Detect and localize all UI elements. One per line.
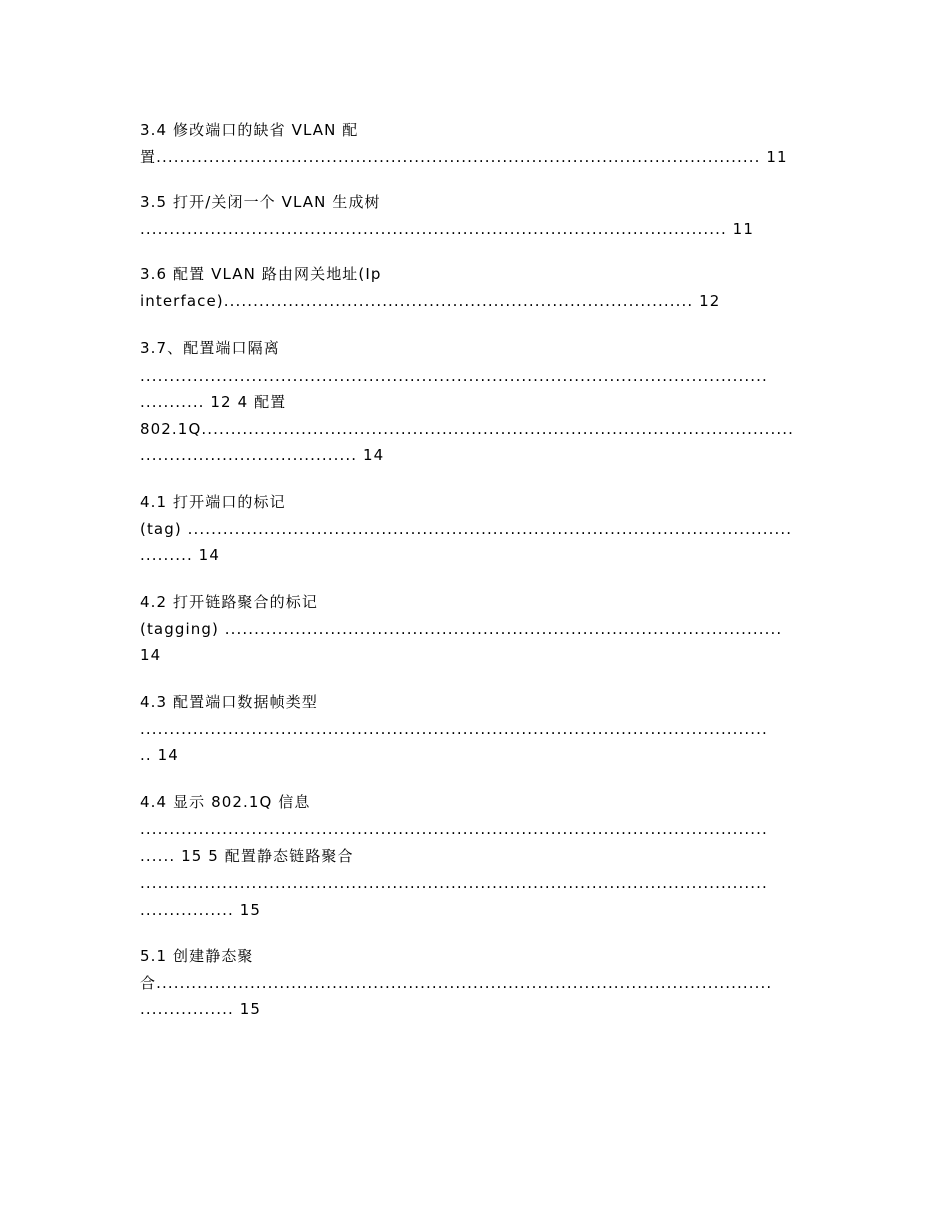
toc-entry-4-3-title: 4.3 配置端口数据帧类型 bbox=[140, 693, 318, 711]
toc-entry-4-2-page: 14 bbox=[140, 646, 162, 664]
toc-entry-3-5-title: 3.5 打开/关闭一个 VLAN 生成树 bbox=[140, 193, 381, 211]
toc-entry-4-4-page: ...... 15 5 配置静态链路聚合 bbox=[140, 847, 354, 865]
toc-entry-3-7-leader: ........................................................................................................... bbox=[140, 367, 768, 385]
toc-entry-4-leader: 802.1Q..................................................................................................... bbox=[140, 420, 795, 438]
toc-entry-5-1-leader: 合......................................................................................................... bbox=[140, 974, 773, 992]
toc-entry-4-1-leader: (tag) ....................................................................................................... bbox=[140, 520, 793, 538]
toc-entry-5-1-page: ................ 15 bbox=[140, 1000, 262, 1018]
toc-entry-3-5-leader: .................................................................................................... 11 bbox=[140, 220, 754, 238]
toc-entry-5-page: ................ 15 bbox=[140, 901, 262, 919]
toc-entry-4-2-title: 4.2 打开链路聚合的标记 bbox=[140, 593, 318, 611]
toc-entry-3-6-leader: interface)................................................................................ 12 bbox=[140, 292, 721, 310]
toc-entry-4-3-leader: ........................................................................................................... bbox=[140, 720, 768, 738]
toc-entry-4-2-leader: (tagging) ............................................................................................... bbox=[140, 620, 783, 638]
toc-entry-4-page: ..................................... 14 bbox=[140, 446, 385, 464]
toc-entry-5-1-title: 5.1 创建静态聚 bbox=[140, 947, 254, 965]
toc-entry-4-1-page: ......... 14 bbox=[140, 546, 220, 564]
toc-entry-4-4-leader: ........................................................................................................... bbox=[140, 820, 768, 838]
toc-entry-4-3-page: .. 14 bbox=[140, 746, 179, 764]
toc-entry-3-7-title: 3.7、配置端口隔离 bbox=[140, 339, 280, 357]
toc-entry-5-leader: ........................................................................................................... bbox=[140, 874, 768, 892]
toc-entry-3-4-leader: 置....................................................................................................... 11 bbox=[140, 148, 788, 166]
toc-entry-4-4-title: 4.4 显示 802.1Q 信息 bbox=[140, 793, 311, 811]
toc-entry-3-6-title: 3.6 配置 VLAN 路由网关地址(Ip bbox=[140, 265, 382, 283]
toc-entry-3-4-title: 3.4 修改端口的缺省 VLAN 配 bbox=[140, 121, 359, 139]
toc-entry-3-7-page: ........... 12 4 配置 bbox=[140, 393, 287, 411]
toc-entry-4-1-title: 4.1 打开端口的标记 bbox=[140, 493, 286, 511]
